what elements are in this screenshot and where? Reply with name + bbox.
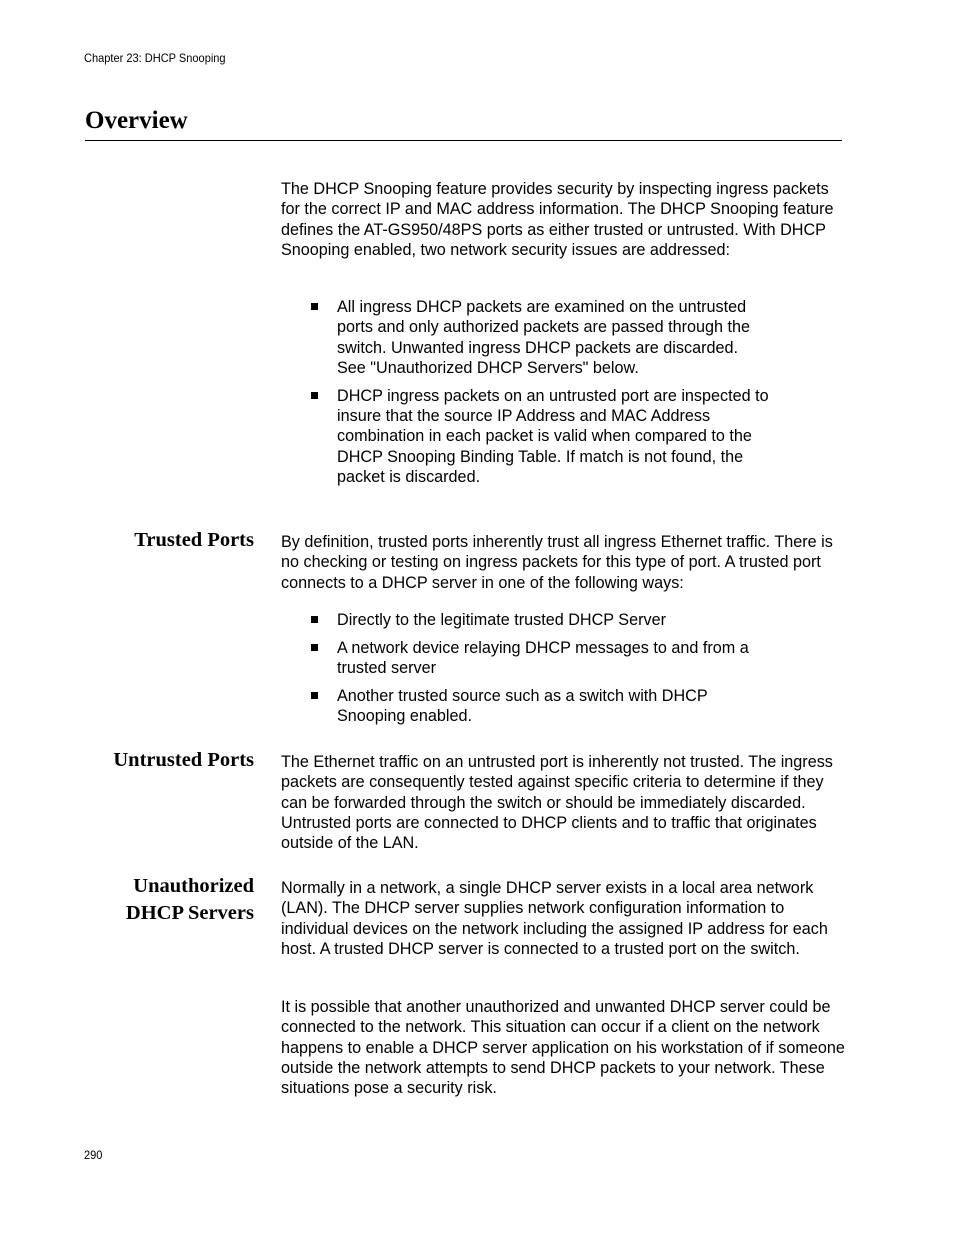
intro-bullet-list — [309, 297, 769, 495]
list-item — [309, 638, 769, 679]
heading-line: Unauthorized — [133, 875, 254, 897]
list-item — [309, 386, 769, 487]
bullet-square-icon — [311, 692, 318, 699]
bullet-square-icon — [311, 616, 318, 623]
list-item-text: All ingress DHCP packets are examined on the untrusted ports and only authorized packets are passed through the switch. Unwanted ingress DHCP packets are discarded. See "Unauthorized DHCP Servers" below. — [337, 298, 751, 377]
bullet-square-icon — [311, 392, 318, 399]
trusted-ports-paragraph: By definition, trusted ports inherently trust all ingress Ethernet traffic. There is no checking or testing on ingress packets for this type of port. A trusted port connects to a DHCP server in one of the following ways: — [281, 533, 833, 592]
list-item-text: DHCP ingress packets on an untrusted port are inspected to insure that the source IP Address and MAC Address combination in each packet is valid when compared to the DHCP Snooping Binding Table. If match is not found, the packet is discarded. — [337, 386, 769, 486]
list-item-text: A network device relaying DHCP messages to and from a trusted server — [337, 638, 749, 678]
heading-line: DHCP Servers — [125, 902, 254, 924]
list-item-text: Directly to the legitimate trusted DHCP Server — [337, 611, 666, 629]
untrusted-ports-heading: Untrusted Ports — [113, 749, 254, 771]
unauthorized-servers-paragraph-2: It is possible that another unauthorized and unwanted DHCP server could be connected to the network. This situation can occur if a client on the network happens to enable a DHCP server application on his workstation of if someone outside the network attempts to send DHCP packets to your network. These situations pose a security risk. — [281, 998, 845, 1098]
intro-paragraph: The DHCP Snooping feature provides security by inspecting ingress packets for the correct IP and MAC address information. The DHCP Snooping feature defines the AT-GS950/48PS ports as either trusted or untrusted. With DHCP Snooping enabled, two network security issues are addressed: — [281, 180, 834, 259]
list-item-text: Another trusted source such as a switch with DHCP Snooping enabled. — [337, 686, 708, 726]
title-rule — [85, 140, 842, 141]
unauthorized-servers-heading — [126, 873, 254, 927]
page-title: Overview — [85, 107, 188, 134]
list-item — [309, 686, 769, 727]
trusted-ports-bullet-list — [309, 610, 769, 734]
list-item — [309, 297, 769, 378]
trusted-ports-heading: Trusted Ports — [134, 529, 254, 551]
running-header: Chapter 23: DHCP Snooping — [84, 51, 226, 65]
unauthorized-servers-paragraph-1: Normally in a network, a single DHCP server exists in a local area network (LAN). The DHCP server supplies network configuration information to individual devices on the network including the assigned IP address for each host. A trusted DHCP server is connected to a trusted port on the switch. — [281, 879, 828, 958]
bullet-square-icon — [311, 303, 318, 310]
bullet-square-icon — [311, 644, 318, 651]
untrusted-ports-paragraph: The Ethernet traffic on an untrusted port is inherently not trusted. The ingress packets are consequently tested against specific criteria to determine if they can be forwarded through the switch or should be immediately discarded. Untrusted ports are connected to DHCP clients and to traffic that originates outside of the LAN. — [281, 753, 833, 853]
list-item — [309, 610, 769, 630]
page-number: 290 — [84, 1148, 103, 1162]
